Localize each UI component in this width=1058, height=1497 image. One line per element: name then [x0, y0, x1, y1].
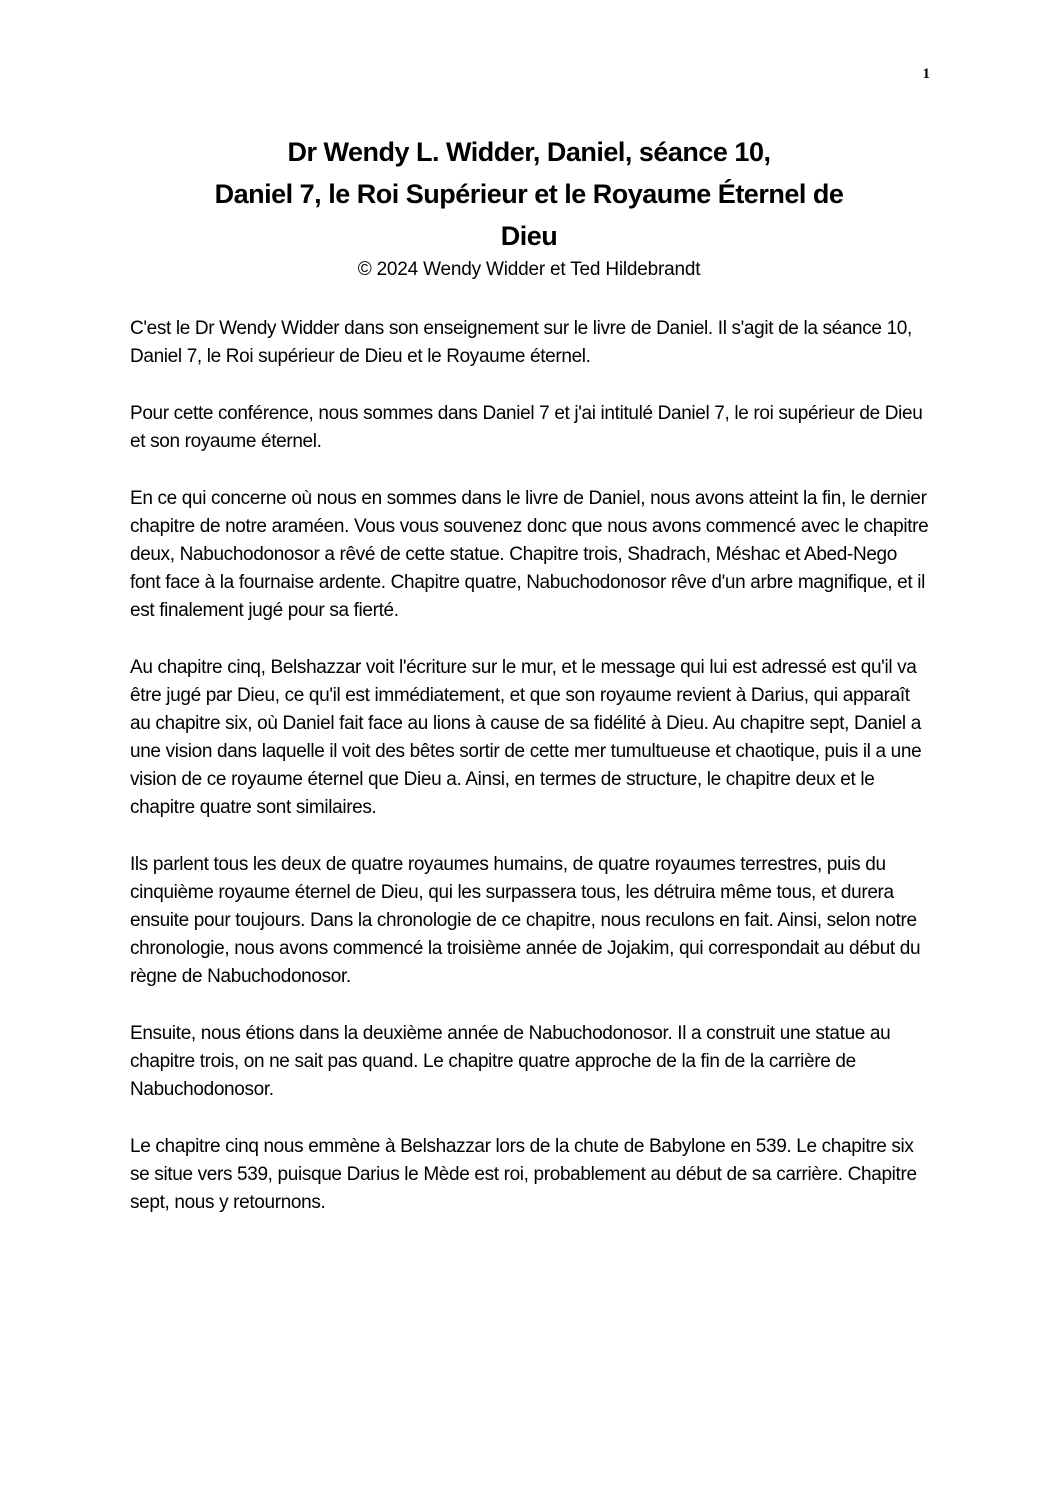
paragraph: Ils parlent tous les deux de quatre royaumes humains, de quatre royaumes terrestres, puis du cinquième royaume éternel de Dieu, qui les surpassera tous, les détruira même tous, et durera ensuite pour toujours. Dans la chronologie de ce chapitre, nous reculons en fait. Ainsi, selon notre chronologie, nous avons commencé la troisième année de Jojakim, qui correspondait au début du règne de Nabuchodonosor. [130, 854, 921, 987]
paragraph: Au chapitre cinq, Belshazzar voit l'écriture sur le mur, et le message qui lui est adressé est qu'il va être jugé par Dieu, ce qu'il est immédiatement, et que son royaume revient à Darius, qui apparaît au chapitre six, où Daniel fait face au lions à cause de sa fidélité à Dieu. Au chapitre sept, Daniel a une vision dans laquelle il voit des bêtes sortir de cette mer tumultueuse et chaotique, puis il a une vision de ce royaume éternel que Dieu a. Ainsi, en termes de structure, le chapitre deux et le chapitre quatre sont similaires. [130, 657, 922, 818]
title-line-1: Dr Wendy L. Widder, Daniel, séance 10, [287, 137, 771, 167]
copyright-line: © 2024 Wendy Widder et Ted Hildebrandt [357, 259, 701, 280]
paragraph: En ce qui concerne où nous en sommes dans le livre de Daniel, nous avons atteint la fin, le dernier chapitre de notre araméen. Vous vous souvenez donc que nous avons commencé avec le chapitre deux, Nabuchodonosor a rêvé de cette statue. Chapitre trois, Shadrach, Méshac et Abed-Nego font face à la fournaise ardente. Chapitre quatre, Nabuchodonosor rêve d'un arbre magnifique, et il est finalement jugé pour sa fierté. [130, 488, 929, 621]
paragraph: Le chapitre cinq nous emmène à Belshazzar lors de la chute de Babylone en 539. Le chapitre six se situe vers 539, puisque Darius le Mède est roi, probablement au début de sa carrière. Chapitre sept, nous y retournons. [130, 1136, 917, 1213]
body-text [130, 315, 930, 1246]
paragraph: Pour cette conférence, nous sommes dans Daniel 7 et j'ai intitulé Daniel 7, le roi supérieur de Dieu et son royaume éternel. [130, 403, 923, 452]
paragraph: Ensuite, nous étions dans la deuxième année de Nabuchodonosor. Il a construit une statue au chapitre trois, on ne sait pas quand. Le chapitre quatre approche de la fin de la carrière de Nabuchodonosor. [130, 1023, 891, 1100]
title-block [100, 131, 958, 283]
paragraph: C'est le Dr Wendy Widder dans son enseignement sur le livre de Daniel. Il s'agit de la séance 10, Daniel 7, le Roi supérieur de Dieu et le Royaume éternel. [130, 318, 912, 367]
title-line-2: Daniel 7, le Roi Supérieur et le Royaume Éternel de [214, 179, 844, 209]
page-number: 1 [922, 66, 930, 82]
title-line-3: Dieu [500, 221, 558, 251]
